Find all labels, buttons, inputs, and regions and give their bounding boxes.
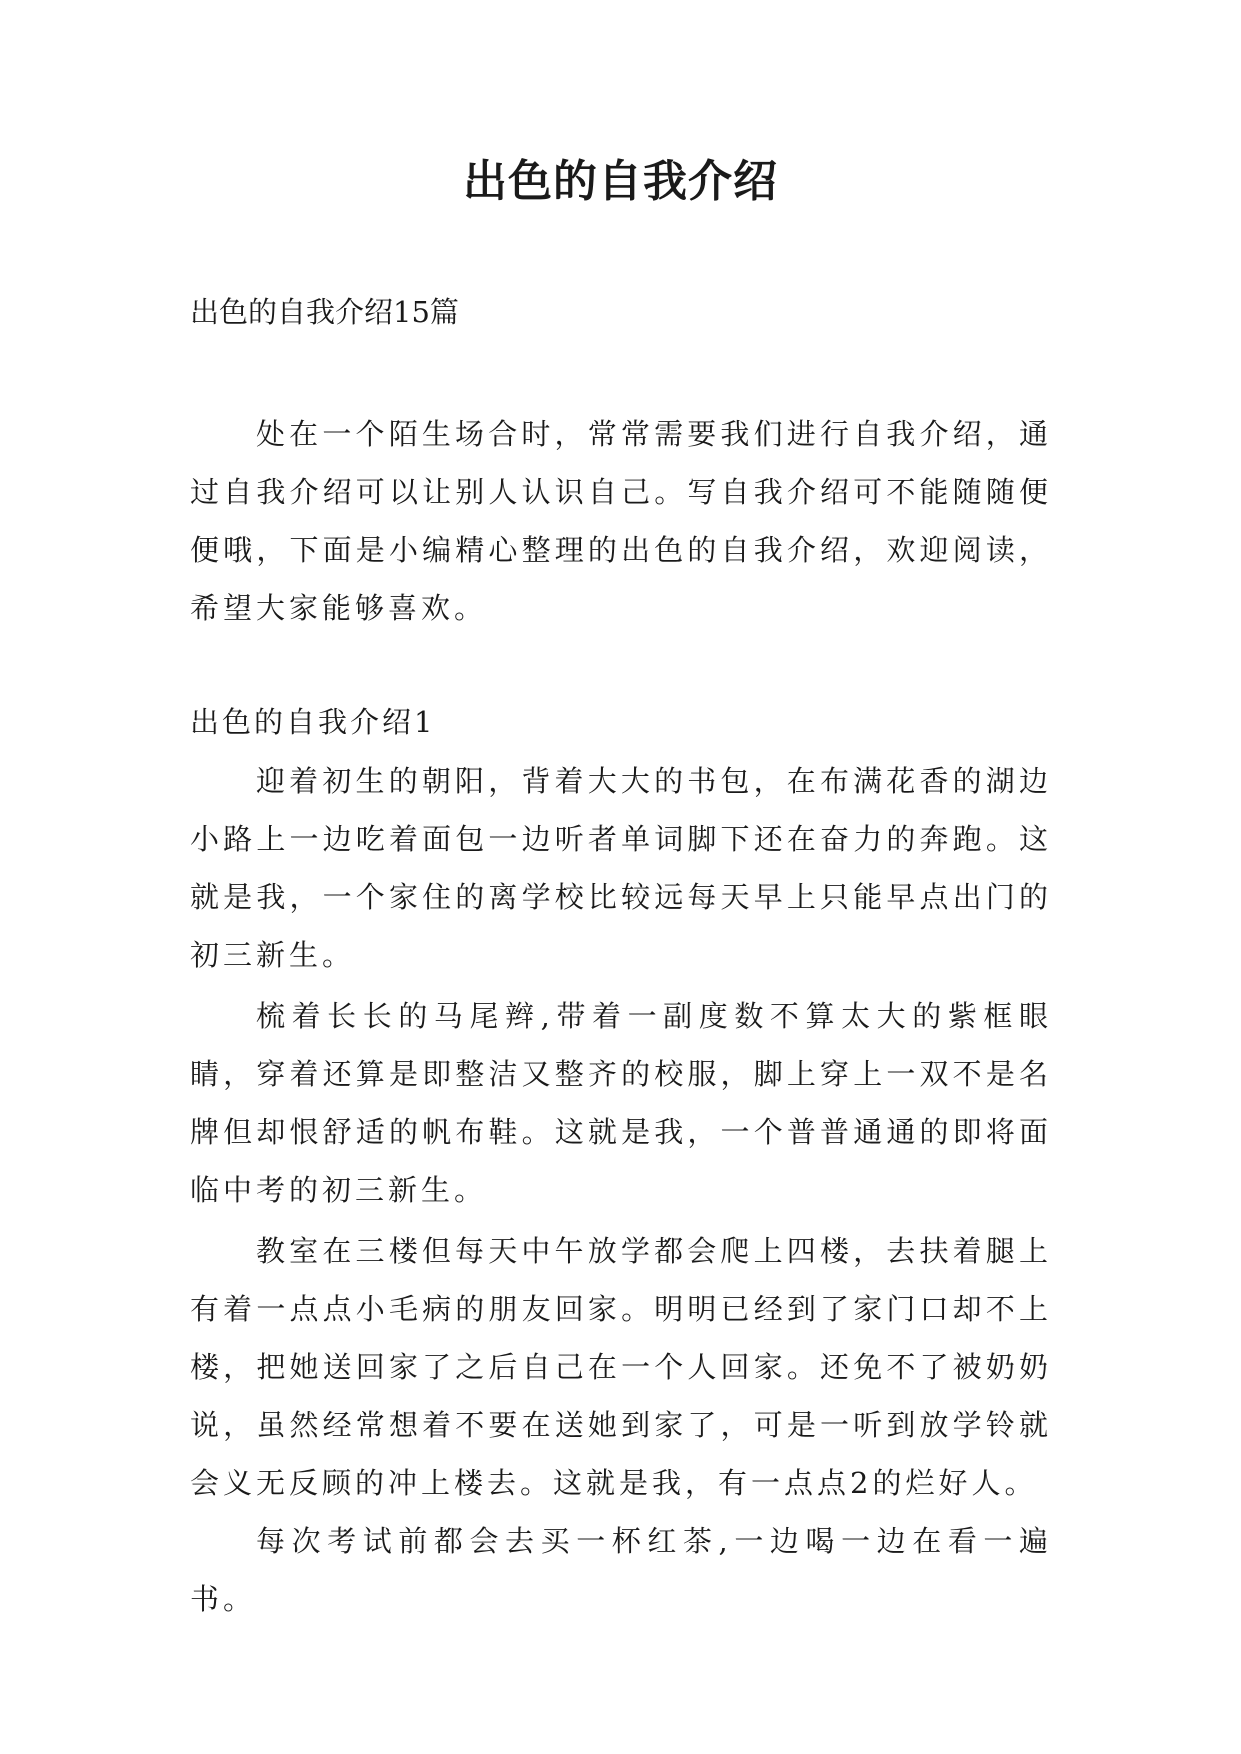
section-paragraph: 每次考试前都会去买一杯红茶,一边喝一边在看一遍书。 xyxy=(190,1524,1052,1616)
section-paragraph: 梳着长长的马尾辫,带着一副度数不算太大的紫框眼睛，穿着还算是即整洁又整齐的校服，脚上穿上一双不是名牌但却恨舒适的帆布鞋。这就是我，一个普普通通的即将面临中考的初三新生。 xyxy=(190,999,1052,1207)
section-heading: 出色的自我介绍1 xyxy=(190,705,436,739)
document-subtitle: 出色的自我介绍15篇 xyxy=(190,295,459,329)
section-paragraph: 教室在三楼但每天中午放学都会爬上四楼，去扶着腿上有着一点点小毛病的朋友回家。明明已经到了家门口却不上楼，把她送回家了之后自己在一个人回家。还免不了被奶奶说，虽然经常想着不要在送她到家了，可是一听到放学铃就会义无反顾的冲上楼去。这就是我，有一点点2的烂好人。 xyxy=(190,1234,1052,1500)
section-paragraph: 迎着初生的朝阳，背着大大的书包，在布满花香的湖边小路上一边吃着面包一边听者单词脚下还在奋力的奔跑。这就是我，一个家住的离学校比较远每天早上只能早点出门的初三新生。 xyxy=(190,764,1052,972)
intro-paragraph: 处在一个陌生场合时，常常需要我们进行自我介绍，通过自我介绍可以让别人认识自己。写自我介绍可不能随随便便哦，下面是小编精心整理的出色的自我介绍，欢迎阅读，希望大家能够喜欢。 xyxy=(190,417,1052,625)
document-title: 出色的自我介绍 xyxy=(463,156,778,207)
